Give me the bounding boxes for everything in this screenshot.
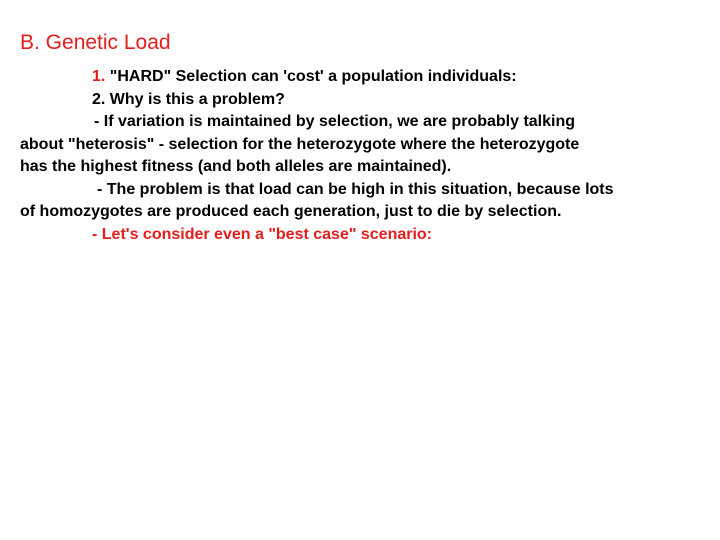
point-1-number: 1. <box>92 68 106 85</box>
slide-title: B. Genetic Load <box>20 31 171 54</box>
point-1 <box>20 66 690 89</box>
point-1-text: "HARD" Selection can 'cost' a population individuals: <box>105 68 517 85</box>
body-line-6: - Let's consider even a "best case" scenario: <box>92 225 433 243</box>
point-2-number: 2. <box>92 90 106 108</box>
body-line-2: about "heterosis" - selection for the heterozygote where the heterozygote <box>20 135 580 153</box>
point-2-text: Why is this a problem? <box>105 90 285 108</box>
body-line-4: - The problem is that load can be high in this situation, because lots <box>97 180 614 198</box>
body-line-1: - If variation is maintained by selection, we are probably talking <box>94 113 576 130</box>
point-2 <box>20 89 690 112</box>
slide-body <box>20 66 690 246</box>
body-line-5: of homozygotes are produced each generation, just to die by selection. <box>20 203 562 220</box>
body-line-3: has the highest fitness (and both alleles are maintained). <box>20 158 452 175</box>
